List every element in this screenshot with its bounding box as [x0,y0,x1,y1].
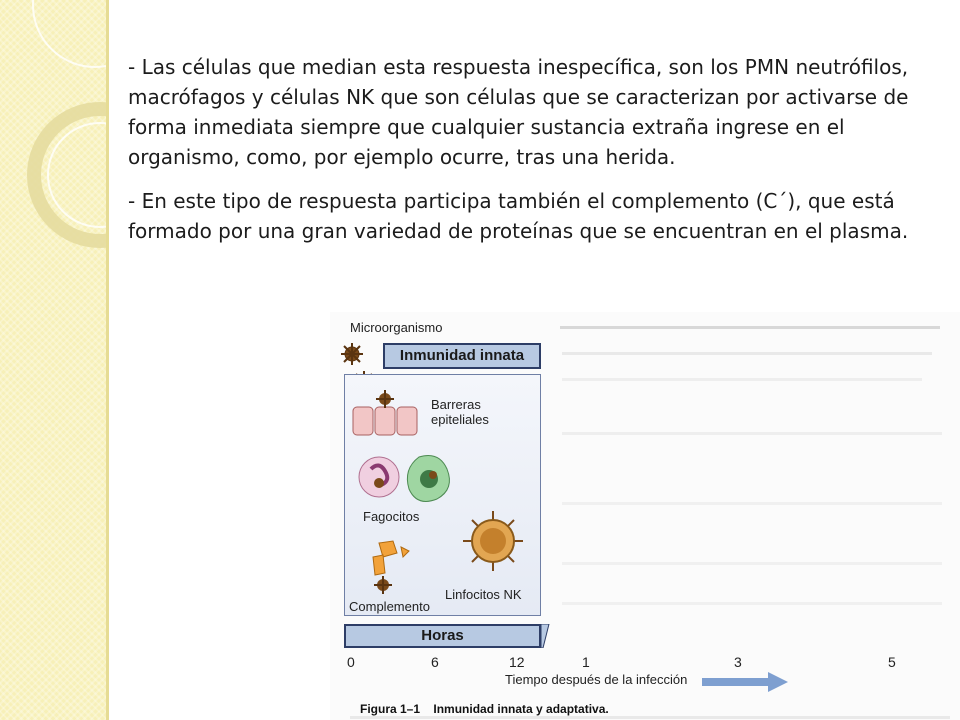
complement-icon [365,537,415,597]
caption-text: Inmunidad innata y adaptativa. [433,702,609,716]
tick-6h: 6 [431,654,439,670]
paragraph-complement: - En este tipo de respuesta participa también el complemento (C´), que está formado por una gran variedad de proteínas que se encuentran en el plasma. [128,189,909,243]
phagocytes-label: Fagocitos [363,509,420,524]
time-axis-title: Tiempo después de la infección [505,672,688,687]
nk-lymphocyte-icon [463,509,537,575]
innate-immunity-header: Inmunidad innata [383,343,541,369]
hours-bar-tail [541,624,561,648]
slide-body [128,52,918,260]
complement-label: Complemento [349,599,430,614]
paragraph-cells: - Las células que median esta respuesta inespecífica, son los PMN neutrófilos, macrófagos y células NK que son células que se caracterizan por activarse de forma inmediata siempre que cualquier sustancia extraña ingrese en el organismo, como, por ejemplo ocurre, tras una herida. [128,55,909,169]
tick-0h: 0 [347,654,355,670]
figure-caption [360,702,609,716]
time-arrow-icon [702,670,792,694]
tick-day-1: 1 [582,654,590,670]
decorative-circles [0,0,106,720]
immunity-figure [330,312,960,720]
microorganism-label: Microorganismo [350,320,443,335]
tick-day-5: 5 [888,654,896,670]
tick-12h: 12 [509,654,525,670]
phagocytes-icon [357,449,457,509]
hours-bar: Horas [344,624,541,648]
innate-immunity-box [344,374,541,616]
decorative-side-band [0,0,109,720]
tick-day-3: 3 [734,654,742,670]
epithelial-barrier-icon [351,389,431,439]
nk-label: Linfocitos NK [445,587,522,602]
caption-title: Figura 1–1 [360,702,421,716]
barriers-label-line1: Barreras [431,397,481,412]
barriers-label-line2: epiteliales [431,412,489,427]
